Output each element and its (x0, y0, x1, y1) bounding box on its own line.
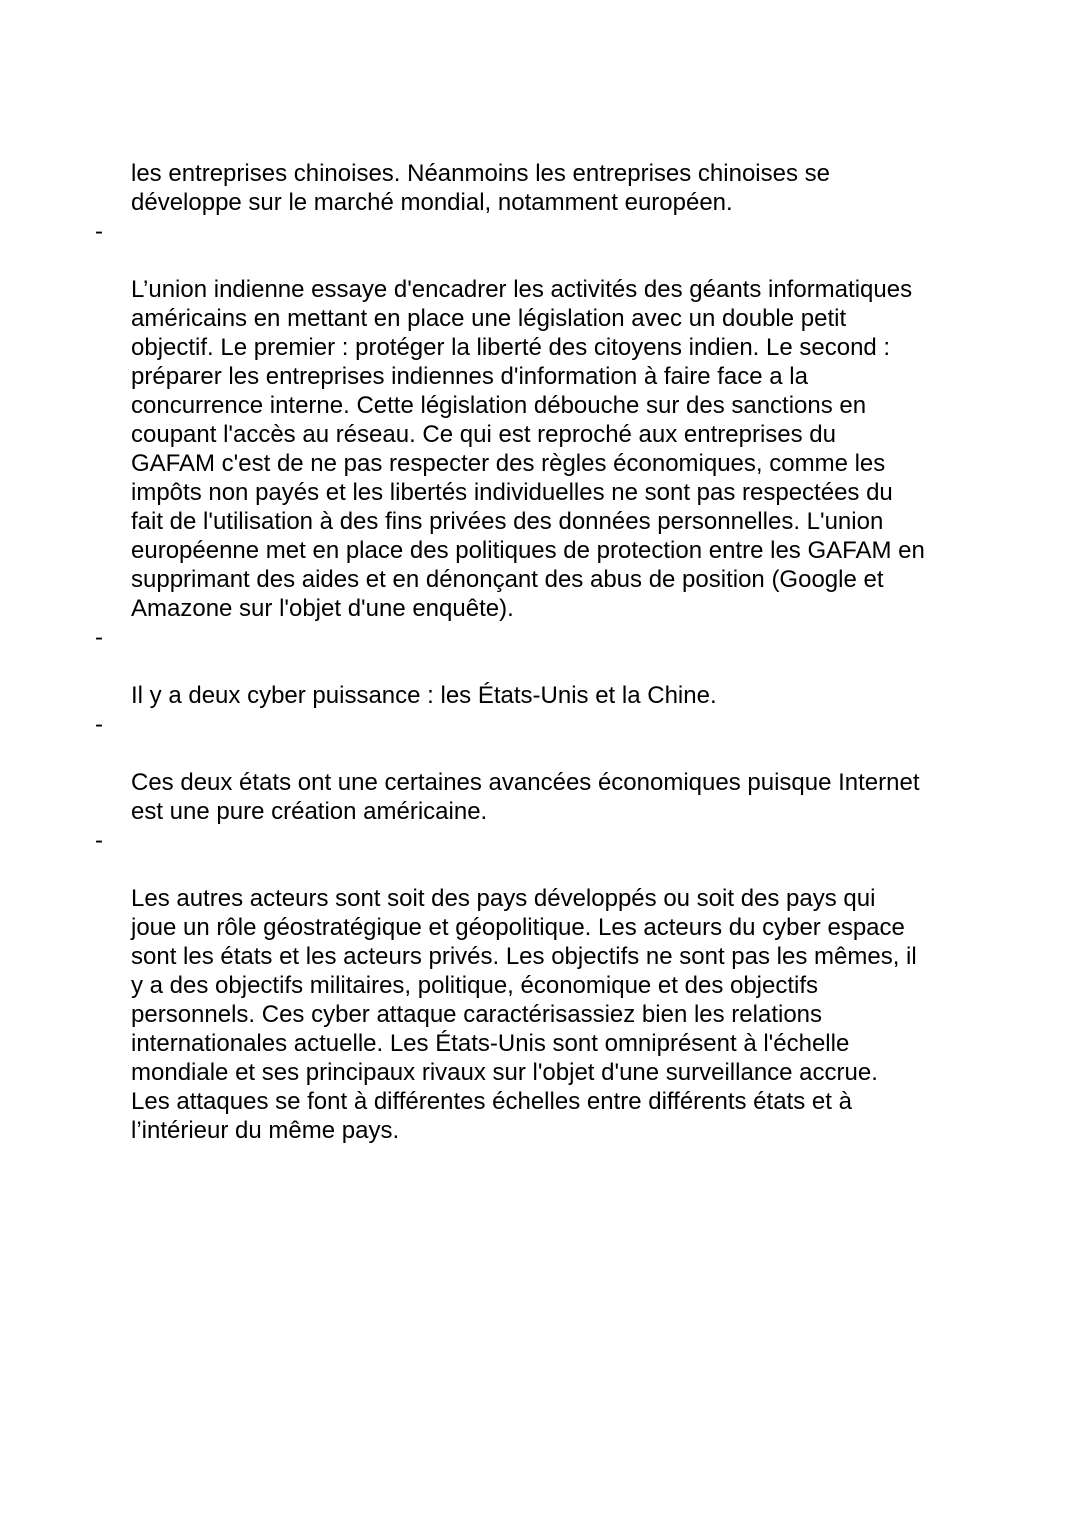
bullet-marker: - (95, 218, 103, 245)
paragraph-text: Ces deux états ont une certaines avancées économiques puisque Internet est une pure création américaine. (131, 769, 920, 825)
list-item (95, 217, 995, 623)
list-item (95, 826, 995, 1145)
list-item (95, 710, 995, 826)
paragraph-text: Les autres acteurs sont soit des pays développés ou soit des pays qui joue un rôle géostratégique et géopolitique. Les acteurs du cyber espace sont les états et les acteurs privés. Les objectifs ne sont pas les mêmes, il y a des objectifs militaires, politique, économique et des objectifs personnels. Ces cyber attaque caractérisassiez bien les relations internationales actuelle. Les États-Unis sont omniprésent à l'échelle mondiale et ses principaux rivaux sur l'objet d'une surveillance accrue. Les attaques se font à différentes échelles entre différents états et à l’intérieur du même pays. (131, 885, 917, 1144)
bullet-marker: - (95, 624, 103, 651)
document-body (95, 101, 995, 1145)
paragraph-text: L’union indienne essaye d'encadrer les activités des géants informatiques américains en mettant en place une législation avec un double petit objectif. Le premier : protéger la liberté des citoyens indien. Le second : préparer les entreprises indiennes d'information à faire face a la concurrence interne. Cette législation débouche sur des sanctions en coupant l'accès au réseau. Ce qui est reproché aux entreprises du GAFAM c'est de ne pas respecter des règles économiques, comme les impôts non payés et les libertés individuelles ne sont pas respectées du fait de l'utilisation à des fins privées des données personnelles. L'union européenne met en place des politiques de protection entre les GAFAM en supprimant des aides et en dénonçant des abus de position (Google et Amazone sur l'objet d'une enquête). (131, 276, 925, 622)
bullet-marker: - (95, 711, 103, 738)
paragraph-continuation (95, 101, 995, 217)
paragraph-text: Il y a deux cyber puissance : les États-Unis et la Chine. (131, 682, 717, 709)
bullet-marker: - (95, 827, 103, 854)
list-item (95, 623, 995, 710)
paragraph-text: les entreprises chinoises. Néanmoins les entreprises chinoises se développe sur le marché mondial, notamment européen. (131, 160, 830, 216)
